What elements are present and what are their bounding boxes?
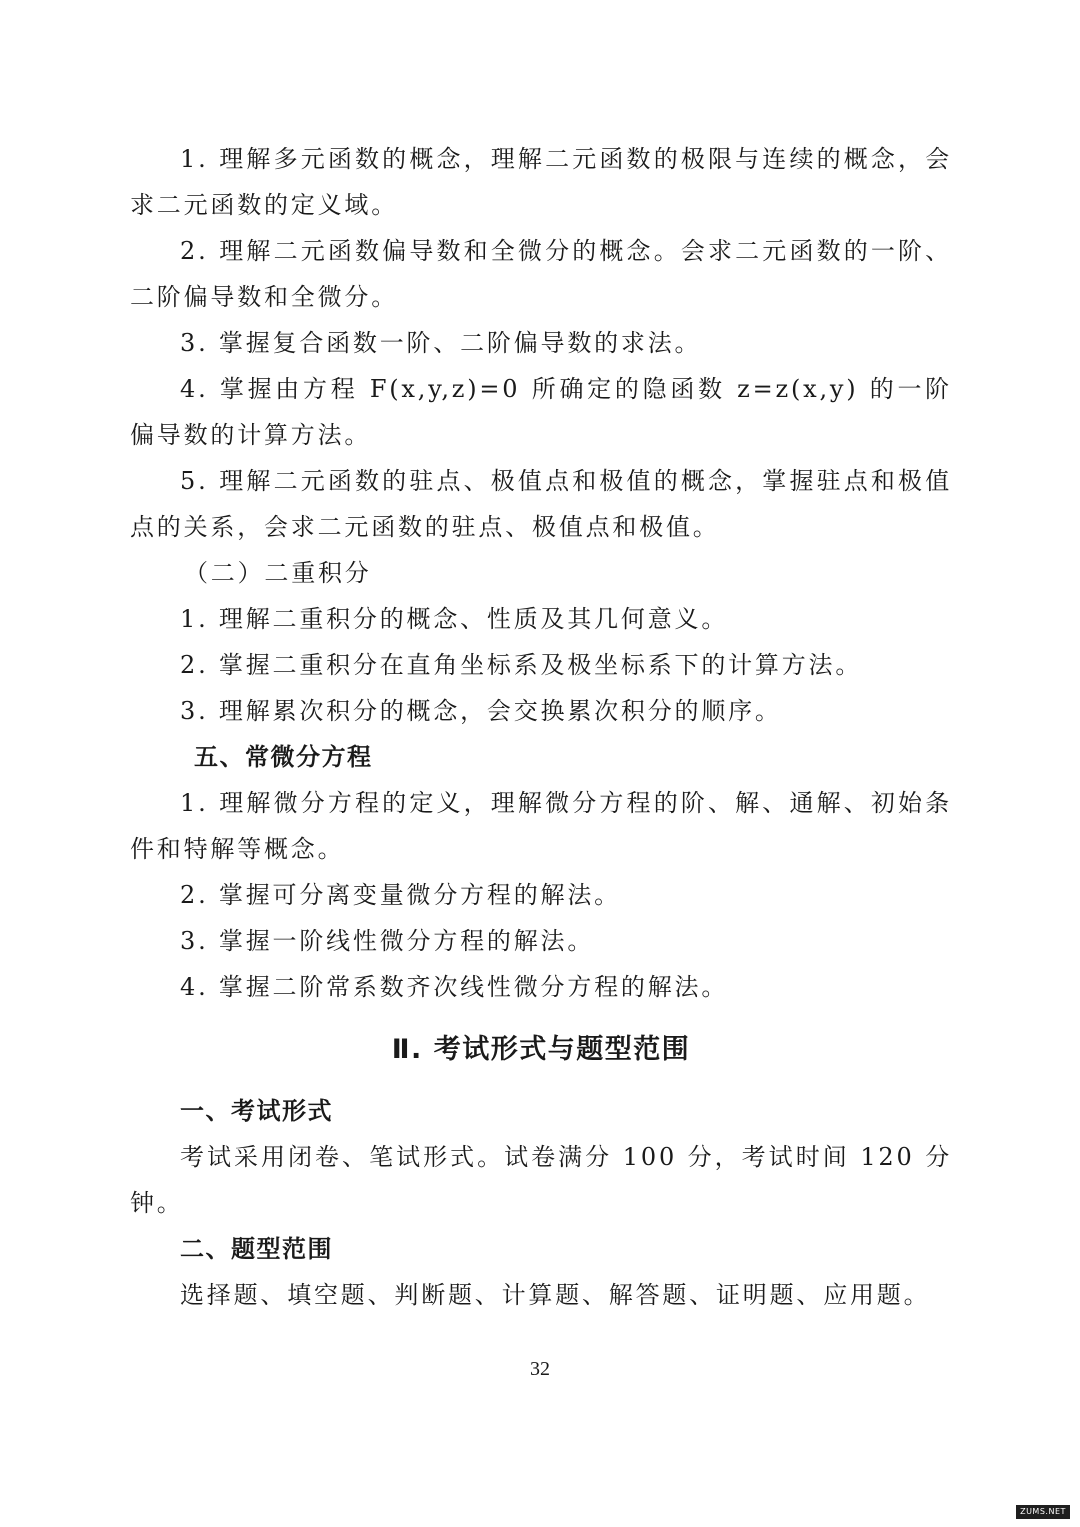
paragraph-question-types: 选择题、填空题、判断题、计算题、解答题、证明题、应用题。 xyxy=(180,1281,931,1309)
paragraph-implicit-function: 4. 掌握由方程 F(x,y,z)=0 所确定的隐函数 z=z(x,y) 的一阶偏导数的计算方法。 xyxy=(130,375,952,449)
section-title-question-types: 二、题型范围 xyxy=(180,1235,333,1263)
section-title-ode: 五、常微分方程 xyxy=(194,743,373,771)
paragraph-partial-derivative: 2. 理解二元函数偏导数和全微分的概念。会求二元函数的一阶、二阶偏导数和全微分。 xyxy=(130,237,952,311)
list-item: 2. 掌握二重积分在直角坐标系及极坐标系下的计算方法。 xyxy=(180,651,863,679)
list-item: 3. 掌握一阶线性微分方程的解法。 xyxy=(180,927,595,955)
list-item: 1. 理解二重积分的概念、性质及其几何意义。 xyxy=(180,605,729,633)
paragraph-extrema: 5. 理解二元函数的驻点、极值点和极值的概念，掌握驻点和极值点的关系，会求二元函数的驻点、极值点和极值。 xyxy=(130,467,952,541)
paragraph-multivariable-concept: 1. 理解多元函数的概念，理解二元函数的极限与连续的概念，会求二元函数的定义域。 xyxy=(130,145,952,219)
list-item: 3. 理解累次积分的概念，会交换累次积分的顺序。 xyxy=(180,697,782,725)
list-item: 4. 掌握二阶常系数齐次线性微分方程的解法。 xyxy=(180,973,729,1001)
subsection-title-double-integral: （二）二重积分 xyxy=(184,559,372,587)
paragraph-composite-function: 3. 掌握复合函数一阶、二阶偏导数的求法。 xyxy=(180,329,702,357)
paragraph-exam-form: 考试采用闭卷、笔试形式。试卷满分 100 分，考试时间 120 分钟。 xyxy=(130,1143,952,1217)
page-content xyxy=(130,136,952,1318)
section-title-exam-form: 一、考试形式 xyxy=(180,1097,333,1125)
list-item: 2. 掌握可分离变量微分方程的解法。 xyxy=(180,881,621,909)
watermark-logo: ZUMS.NET xyxy=(1016,1505,1070,1519)
page-number: 32 xyxy=(530,1358,550,1380)
part-two-title: Ⅱ. 考试形式与题型范围 xyxy=(391,1034,691,1065)
list-item: 1. 理解微分方程的定义，理解微分方程的阶、解、通解、初始条件和特解等概念。 xyxy=(130,789,952,863)
